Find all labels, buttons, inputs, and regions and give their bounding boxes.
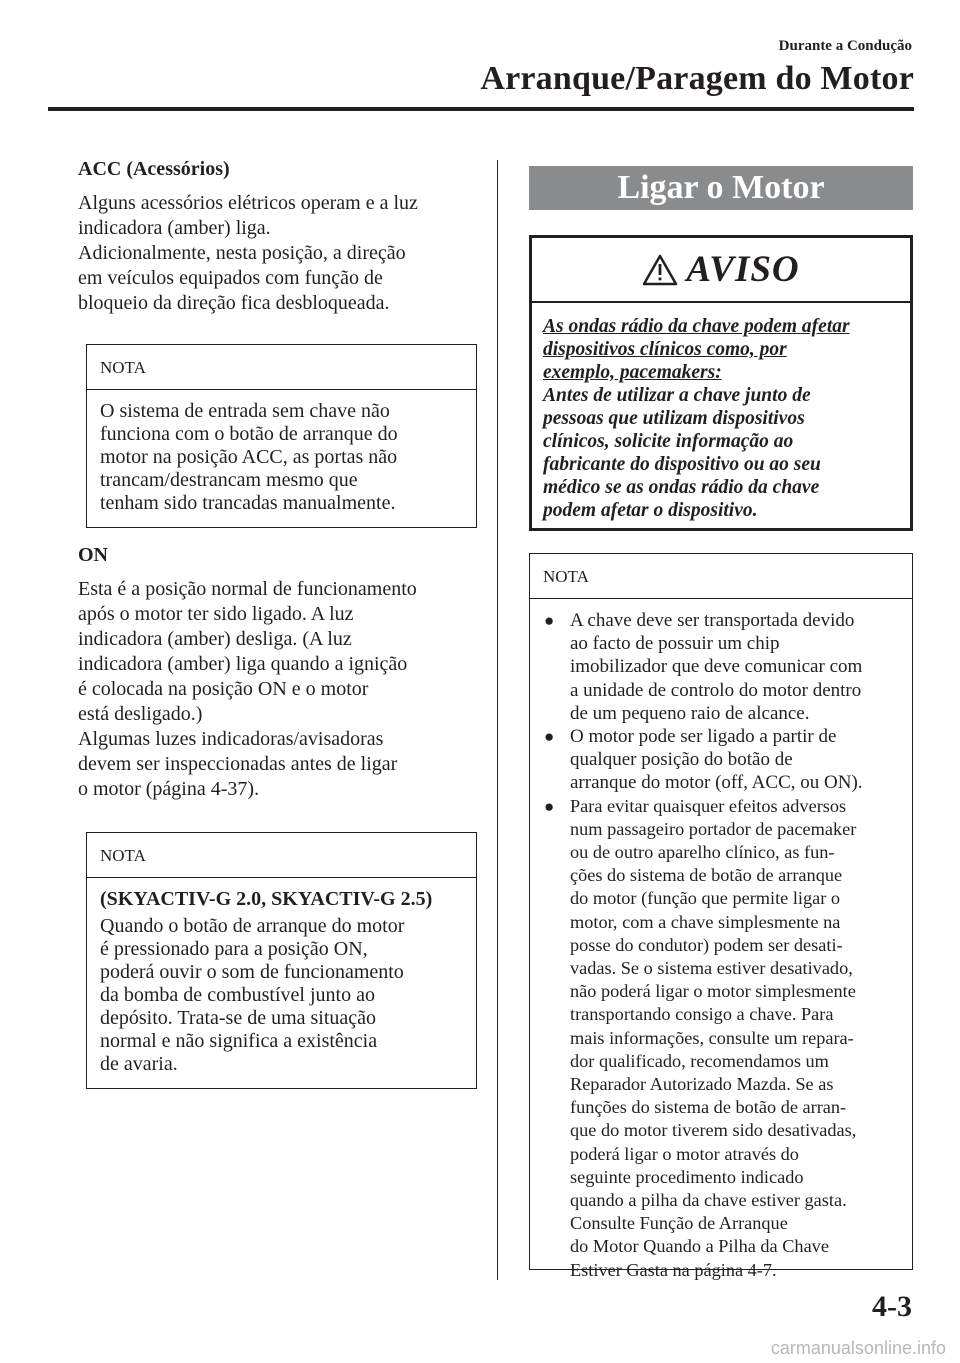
text-line: posse do condutor) podem ser desati-	[570, 934, 843, 955]
warning-title: AVISO	[686, 249, 800, 290]
note-text	[100, 915, 463, 1076]
text-line: bloqueio da direção fica desbloqueada.	[78, 292, 390, 314]
text-line: Adicionalmente, nesta posição, a direção	[78, 242, 406, 264]
list-item	[542, 725, 900, 795]
text-line: tenham sido trancadas manualmente.	[100, 492, 396, 514]
note-body	[530, 599, 912, 1282]
text-line: normal e não significa a existência	[100, 1030, 378, 1052]
text-line: mais informações, consulte um repara-	[570, 1027, 854, 1048]
text-line: A chave deve ser transportada devido	[570, 610, 855, 631]
text-line: vadas. Se o sistema estiver desativado,	[570, 958, 853, 979]
text-line: poderá ouvir o som de funcionamento	[100, 961, 404, 983]
section-label: Durante a Condução	[778, 38, 912, 54]
list-item	[542, 795, 900, 1282]
note-subheading: (SKYACTIV-G 2.0, SKYACTIV-G 2.5)	[100, 888, 433, 910]
text-line: Reparador Autorizado Mazda. Se as	[570, 1074, 834, 1095]
text-line: que do motor tiverem sido desativadas,	[570, 1120, 857, 1141]
text-line: do motor (função que permite ligar o	[570, 888, 841, 909]
chapter-title: Arranque/Paragem do Motor	[480, 60, 914, 97]
section-banner: Ligar o Motor	[529, 166, 913, 210]
text-line: seguinte procedimento indicado	[570, 1166, 804, 1187]
text-line: funções do sistema de botão de arran-	[570, 1097, 847, 1118]
text-line: é colocada na posição ON e o motor	[78, 678, 369, 700]
warning-headline	[543, 315, 899, 384]
text-line: qualquer posição do botão de	[570, 749, 793, 771]
acc-heading: ACC (Acessórios)	[78, 158, 230, 180]
text-line: a unidade de controlo do motor dentro	[570, 679, 862, 701]
note-label: NOTA	[530, 554, 912, 599]
text-line: As ondas rádio da chave podem afetar	[543, 316, 850, 337]
note-body	[87, 878, 476, 1088]
header-rule	[48, 107, 914, 111]
list-item	[542, 609, 900, 725]
column-divider	[497, 160, 498, 1280]
note-box-start	[529, 553, 913, 1280]
text-line: Esta é a posição normal de funcionamento	[78, 578, 417, 600]
text-line: indicadora (amber) liga.	[78, 217, 271, 239]
text-line: depósito. Trata-se de uma situação	[100, 1007, 377, 1029]
text-line: Estiver Gasta na página 4-7.	[570, 1259, 777, 1280]
note-body	[87, 390, 476, 527]
text-line: podem afetar o dispositivo.	[543, 500, 758, 521]
text-line: funciona com o botão de arranque do	[100, 423, 398, 445]
text-line: médico se as ondas rádio da chave	[543, 477, 820, 498]
on-paragraph	[78, 577, 470, 802]
note-bullet-list	[542, 609, 900, 1282]
text-line: Antes de utilizar a chave junto de	[543, 385, 811, 406]
acc-paragraph	[78, 191, 470, 316]
text-line: indicadora (amber) liga quando a ignição	[78, 653, 408, 675]
note-box-acc	[86, 344, 477, 528]
text-line: devem ser inspeccionadas antes de ligar	[78, 753, 398, 775]
text-line: ou de outro aparelho clínico, as fun-	[570, 842, 835, 863]
warning-body	[532, 303, 910, 522]
text-line: trancam/destrancam mesmo que	[100, 469, 358, 491]
text-line: do Motor Quando a Pilha da Chave	[570, 1236, 829, 1257]
text-line: indicadora (amber) desliga. (A luz	[78, 628, 352, 650]
note-box-on	[86, 832, 477, 1089]
page-number: 4-3	[872, 1290, 912, 1323]
text-line: da bomba de combustível junto ao	[100, 984, 375, 1006]
text-line: fabricante do dispositivo ou ao seu	[543, 454, 821, 475]
text-line: poderá ligar o motor através do	[570, 1143, 799, 1164]
left-column	[78, 156, 470, 1089]
text-line: após o motor ter sido ligado. A luz	[78, 603, 354, 625]
watermark: carmanualsonline.info	[770, 1338, 946, 1358]
note-label: NOTA	[87, 833, 476, 878]
warning-triangle-icon	[642, 254, 678, 286]
warning-box	[529, 235, 913, 531]
text-line: ções do sistema de botão de arranque	[570, 865, 843, 886]
bullet-icon: ●	[544, 727, 555, 747]
text-line: Quando o botão de arranque do motor	[100, 915, 405, 937]
text-line: O sistema de entrada sem chave não	[100, 400, 390, 422]
text-line: de um pequeno raio de alcance.	[570, 702, 810, 724]
text-line: arranque do motor (off, ACC, ou ON).	[570, 772, 863, 794]
text-line: dor qualificado, recomendamos um	[570, 1050, 829, 1071]
on-heading: ON	[78, 544, 108, 566]
text-line: não poderá ligar o motor simplesmente	[570, 981, 856, 1002]
text-line: motor, com a chave simplesmente na	[570, 911, 841, 932]
text-line: Para evitar quaisquer efeitos adversos	[570, 795, 847, 816]
text-line: está desligado.)	[78, 703, 203, 725]
bullet-icon: ●	[544, 796, 555, 816]
text-line: de avaria.	[100, 1053, 178, 1075]
text-line: motor na posição ACC, as portas não	[100, 446, 398, 468]
text-line: o motor (página 4-37).	[78, 778, 260, 800]
text-line: quando a pilha da chave estiver gasta.	[570, 1190, 847, 1211]
text-line: clínicos, solicite informação ao	[543, 431, 794, 452]
bullet-icon: ●	[544, 611, 555, 630]
text-line: O motor pode ser ligado a partir de	[570, 726, 837, 748]
text-line: num passageiro portador de pacemaker	[570, 818, 857, 839]
text-line: exemplo, pacemakers:	[543, 362, 722, 383]
text-line: Consulte Função de Arranque	[570, 1213, 788, 1234]
text-line: Alguns acessórios elétricos operam e a luz	[78, 192, 418, 214]
text-line: Algumas luzes indicadoras/avisadoras	[78, 728, 384, 750]
text-line: ao facto de possuir um chip	[570, 633, 780, 655]
warning-header	[532, 238, 910, 303]
note-text	[100, 400, 463, 515]
text-line: em veículos equipados com função de	[78, 267, 383, 289]
text-line: transportando consigo a chave. Para	[570, 1004, 834, 1025]
warning-text	[543, 384, 899, 522]
note-label: NOTA	[87, 345, 476, 390]
text-line: é pressionado para a posição ON,	[100, 938, 368, 960]
text-line: dispositivos clínicos como, por	[543, 339, 787, 360]
text-line: imobilizador que deve comunicar com	[570, 656, 863, 678]
text-line: pessoas que utilizam dispositivos	[543, 408, 805, 429]
